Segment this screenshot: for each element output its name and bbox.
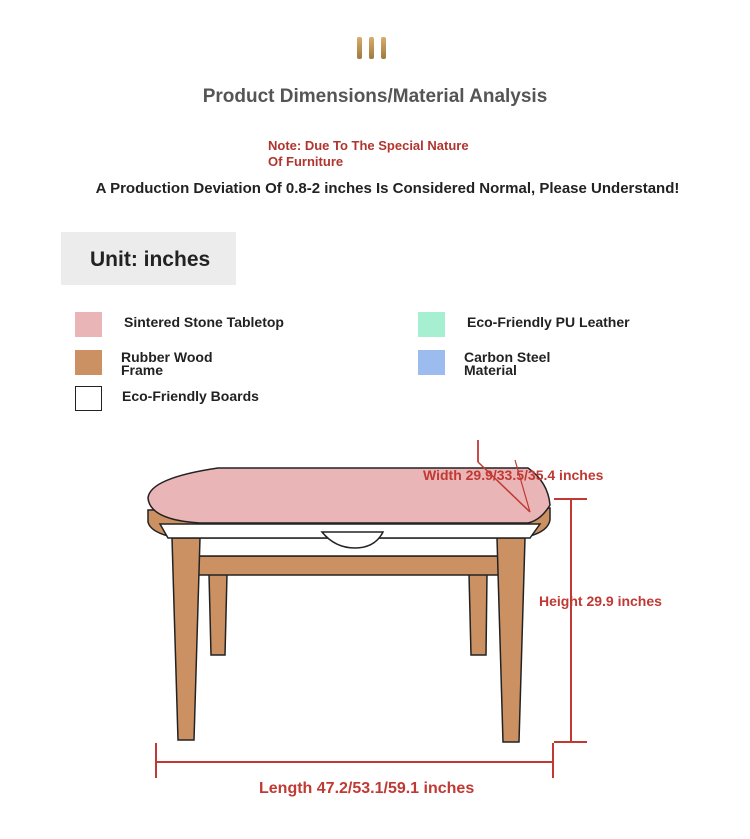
legend-label-carbon-steel-line2: Material	[464, 362, 517, 378]
legend-label-rubber-wood-line1: Rubber Wood	[121, 349, 213, 365]
back-left-leg	[209, 574, 227, 655]
note-line-1: Note: Due To The Special Nature	[268, 138, 469, 153]
note-line-2: Of Furniture	[268, 154, 344, 169]
front-left-leg	[172, 538, 200, 740]
page-title: Product Dimensions/Material Analysis	[202, 86, 548, 107]
apron-rail	[196, 556, 502, 575]
legend-label-rubber-wood-line2: Frame	[121, 362, 164, 378]
front-right-leg	[497, 538, 525, 742]
legend-label-eco-boards: Eco-Friendly Boards	[122, 388, 259, 404]
deviation-notice: A Production Deviation Of 0.8-2 inches Is Considered Normal, Please Understand!	[95, 180, 680, 197]
height-label: Height 29.9 inches	[539, 593, 662, 609]
legend-label-pu-leather: Eco-Friendly PU Leather	[467, 314, 630, 330]
length-label: Length 47.2/53.1/59.1 inches	[259, 780, 475, 797]
legend-label-sintered-stone: Sintered Stone Tabletop	[124, 314, 284, 330]
unit-label: Unit: inches	[61, 232, 236, 285]
legend-label-carbon-steel-line1: Carbon Steel	[464, 349, 551, 365]
width-label: Width 29.9/33.5/35.4 inches	[423, 467, 604, 483]
back-right-leg	[469, 574, 487, 655]
